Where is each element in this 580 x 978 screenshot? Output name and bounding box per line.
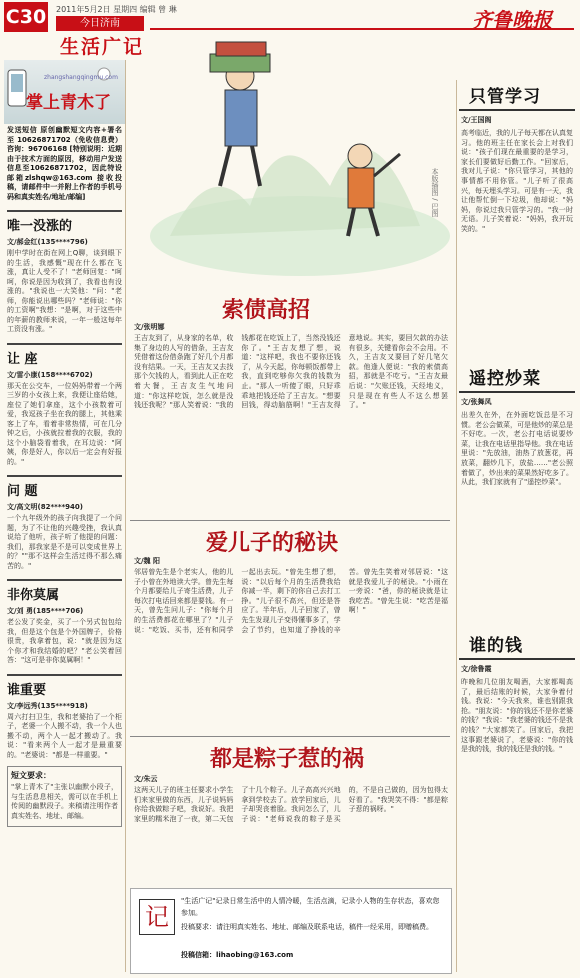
column-banner	[4, 60, 125, 124]
left-column	[4, 60, 126, 972]
joke-item	[4, 475, 125, 571]
article-author: 文/王国阁	[461, 116, 492, 124]
article-author: 文/徐鲁霞	[461, 665, 492, 673]
right-column	[456, 80, 577, 972]
article-title: 爱儿子的秘诀	[206, 530, 339, 556]
joke-title: 让 座	[7, 343, 122, 367]
joke-item	[4, 343, 125, 468]
banner-url: zhangshangqingmu.com	[44, 74, 118, 81]
right-article	[457, 364, 577, 621]
newspaper-logo: 齐鲁晚报	[472, 8, 552, 32]
joke-title: 非你莫属	[7, 579, 122, 603]
article-body: 这两天儿子的班主任要求小学生们来家里做的东西，儿子说妈妈你给我做粽子吧，我说好。我把家里的糯米泡了一夜，第二天包了十几个粽子。儿子高高兴兴地拿到学校去了。放学回家后，儿子却哭丧着脸。我问怎么了，儿子说："老师说我的粽子是买的，不是自己做的，因为包得太好看了。"我哭笑不得："都是粽子惹的祸呀。"	[134, 786, 448, 823]
article-author: 文/张舞凤	[461, 398, 492, 406]
requirements-title: 短文要求：	[11, 771, 51, 780]
article-title: 索债高招	[222, 297, 311, 323]
joke-author: 文/郝金红(135****796)	[7, 238, 88, 246]
submission-info: 发送短信 原创幽默短文内容+署名 至 10626871702（免收信息费） 咨询：96706168 [特别说明：近期由于技术方面的原因，移动用户发送信息至10626871702，因此特设邮箱zlshqw@163.com 接收投稿，请邮件中一并附上作者的手机号码和真实姓名/地址/邮编]	[7, 126, 122, 201]
banner-title: 掌上青木了	[26, 93, 111, 113]
article-title: 只管学习	[469, 87, 541, 107]
footer-intro: "生活广记"记录日常生活中的人情冷暖，生活点滴，记录小人物的生存状态，喜欢您参加。	[181, 897, 440, 917]
joke-item	[4, 210, 125, 335]
joke-title: 唯一没涨的	[7, 210, 122, 234]
article-body: 昨晚和几位朋友喝酒，大家都喝高了，最后结账的时候，大家争着付钱。我说："今天我来，谁也别跟我抢。"朋友说："你的钱还不是你老婆的钱？"我说："我老婆的钱还不是我的钱？"大家都笑了。回家后，我把这事跟老婆说了，老婆说："你的钱是我的钱，我的钱还是我的钱。"	[461, 678, 573, 754]
joke-text: 老公发了奖金，买了一个另式包包给我，但是这个包是个外国牌子，价格很贵，我拿着包，说："就是因为这个你才和我结婚的吧？"老公笑着回答："这可是非你莫属啊！"	[7, 618, 122, 664]
article-body: 出差久在外，在外面吃饭总是不习惯。老公会做菜，可是他炒的菜总是不好吃。一次，老公打电话说要炒菜，让我在电话里指导他。我在电话里说："先放油，油热了放葱花，再放菜，翻炒几下，放盐……"老公照着做了，炒出来的菜果然好吃多了。从此，我们家就有了"遥控炒菜"。	[461, 411, 573, 487]
footer-requirements: 投稿要求：请注明真实姓名、地址、邮编及联系电话，稿件一经采用，即赠稿费。	[181, 923, 433, 931]
illustration-credit: 本版插图 / 巴图	[431, 168, 439, 217]
issue-date: 2011年5月2日 星期四 编辑 曾 琳	[56, 5, 177, 14]
cartoon-illustration	[130, 36, 450, 282]
requirements-text: "掌上青木了"主张以幽默小段子，与生活息息相关，需可以在手机上传阅的幽默段子。来稿请注明作者真实姓名、地址、邮编。	[11, 783, 118, 820]
footer-email: 投稿信箱：lihaobing@163.com	[181, 951, 294, 959]
joke-title: 谁重要	[7, 674, 122, 698]
page-number: C30	[4, 2, 48, 32]
article-title: 遥控炒菜	[469, 369, 541, 389]
article-title: 谁的钱	[469, 636, 523, 656]
article-author: 文/魏 阳	[134, 557, 160, 565]
section-title: 生活广记	[60, 36, 145, 58]
article-body: 邻居曾先生是个老实人，他的儿子小曾在外地读大学。曾先生每个月都要给儿子寄生活费，儿子每次打电话回来都是要钱。有一天，曾先生问儿子："你每个月的生活费都花在哪里了？"儿子说："吃饭、买书，还有和同学一起出去玩。"曾先生想了想，说："以后每个月的生活费我给你减一半，剩下的你自己去打工挣。"儿子很不高兴，但还是答应了。半年后，儿子回家了，曾先生发现儿子变得懂事多了，学会了节约，也知道了挣钱的辛苦。曾先生笑着对邻居说："这就是我爱儿子的秘诀。"小雨在一旁说："爸，你的秘诀就是让我吃苦。"曾先生说："吃苦是福啊！"	[134, 568, 448, 634]
joke-text: 周六打扫卫生，我和老婆抬了一个柜子，老婆一个人搬不动，我一个人也搬不动，两个人一起才搬动了。我说："看来两个人一起才是最重要的。"老婆说："都是一样重要。"	[7, 712, 122, 759]
article-author: 文/朱云	[134, 775, 158, 783]
joke-author: 文/李远秀(135****918)	[7, 701, 88, 710]
column-logo: 记	[139, 899, 175, 935]
topic-label: 今日济南	[56, 16, 144, 31]
column-footer	[130, 888, 452, 974]
joke-text: 那天在公交车，一位妈妈带着一个两三岁的小女孩上来，我便让座给她，座位了她们拿座，这个小孩数着可爱，我逗孩子坐在我的腿上，其他乘客上了车，看着非常热情，可在几分钟之后，小孩就拉着我的衣服，我的这个小脑袋看着我，在耳边说："阿姨，你是好人，你以后一定会有好报的。"	[7, 381, 122, 466]
divider	[459, 109, 575, 111]
joke-text: 一个九年级外的孩子向我提了一个问题，为了不让他的兴趣受挫，我认真说给了他听，孩子听了他提的问题：我们，那我家是不是可以变成世界上的？""那不这样会生活过得不那么痛苦的。"	[7, 514, 122, 570]
article-body: 王吉友到了，从身家的名单，收集了身边的人写的借条，王吉友凭借着这份借条跑了好几个月都没有结果。一天，王吉友又去找那个欠钱的人，看到此人正在吃着大餐，王吉友生气地问道："你这样吃饭，怎么就是没钱还我呢？"那人笑着说："我的钱都花在吃饭上了，当然没钱还你了。"王吉友想了想，说道："这样吧，我也不要你还钱了，从今天起，你每顿饭都带上我，直到吃够你欠我的钱数为止。"那人一听傻了眼，只好乖乖地把钱还给了王吉友。"想要回钱，得动脑筋啊！"王吉友得意地说。其实，要回欠款的办法有很多，关键看你会不会用。不久，王吉友又要回了好几笔欠款。他逢人便说："我的索债高招，那就是不吃亏。"王吉友最后说："欠账还钱，天经地义，只是现在有些人不这么想罢了。"	[134, 334, 448, 410]
article-body: 高考临近，我的儿子每天都在认真复习。他的班主任在家长会上对我们说："孩子们现在最重要的是学习，家长们要做好后勤工作。"回家后，我对儿子说："你只管学习，其他的事情都不用你管。"儿子听了很高兴，每天埋头学习。可是有一天，我让他帮忙倒一下垃圾，他却说："妈妈，你说过我只管学习的。"我一时无语。儿子笑着说："妈妈，我开玩笑的。"	[461, 129, 573, 233]
divider	[130, 520, 450, 521]
divider	[130, 736, 450, 737]
joke-author: 文/刘 勇(185****706)	[7, 607, 84, 615]
article-author: 文/张明娜	[134, 323, 165, 331]
joke-author: 文/高文明(82****940)	[7, 503, 83, 511]
joke-title: 问 题	[7, 475, 122, 499]
joke-item	[4, 579, 125, 666]
divider	[459, 391, 575, 393]
joke-text: 刚中学时在街在网上Q聊，谈到眼下的生活，我感慨"现在什么都在飞涨，真让人受不了！"老师回复："呵呵，你说是因为收到了，我看也有没涨的。"我说也一大笑他："问："老师，你能说出哪些吗？"老师说："你的工资啊"我想："是啊，对于这些中的年薪的教师来说，一年一般这每年工资没有涨。"	[7, 249, 122, 333]
right-article	[457, 631, 577, 978]
article-title: 都是粽子惹的祸	[210, 746, 365, 772]
joke-author: 文/雷小康(158****6702)	[7, 370, 93, 379]
right-article	[457, 82, 577, 354]
joke-item	[4, 674, 125, 761]
divider	[459, 658, 575, 660]
requirements-box	[7, 766, 122, 827]
